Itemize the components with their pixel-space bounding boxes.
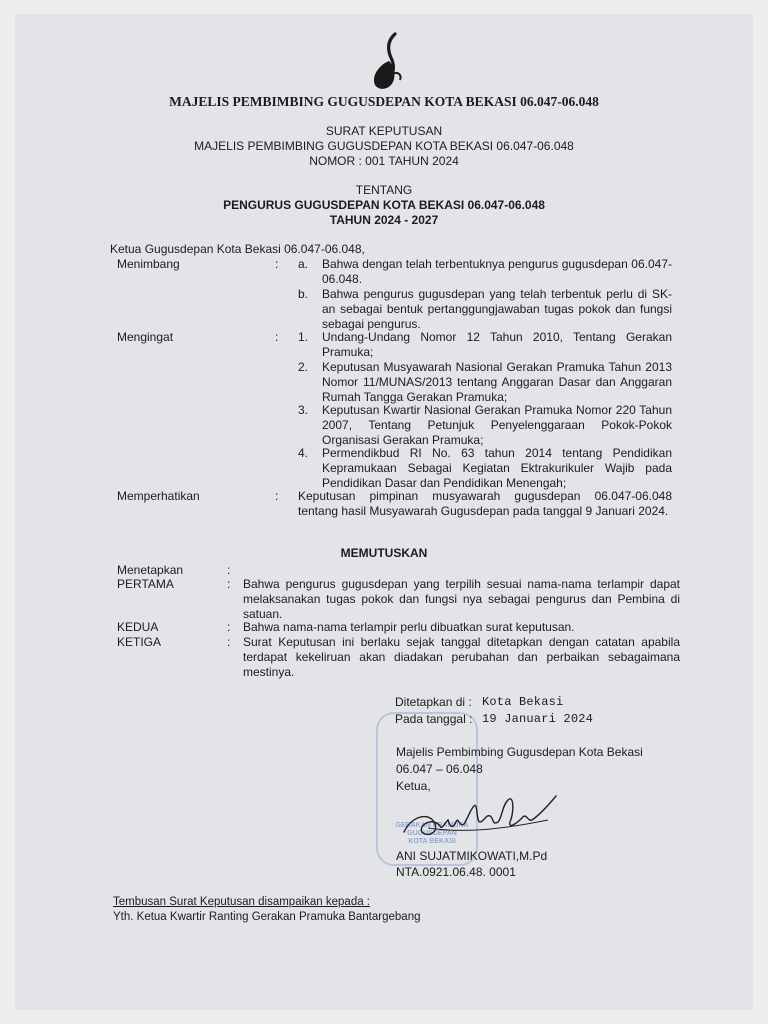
mengingat-item: Keputusan Kwartir Nasional Gerakan Pramuka Nomor 220 Tahun 2007, Tentang Petunjuk Penyelenggaraan Pokok-Pokok Organisasi Gerakan Pramuka; xyxy=(322,403,672,447)
signatory-org: Majelis Pembimbing Gugusdepan Kota Bekasi xyxy=(396,745,643,759)
signatory-name: ANI SUJATMIKOWATI,M.Pd xyxy=(396,849,548,863)
memperhatikan-label: Memperhatikan xyxy=(117,489,200,503)
colon: : xyxy=(275,257,279,271)
kedua-label: KEDUA xyxy=(117,620,159,634)
list-marker: a. xyxy=(298,257,309,271)
stamp-text-3: KOTA BEKASI xyxy=(408,838,456,845)
tunas-kelapa-icon xyxy=(362,30,410,92)
menetapkan-label: Menetapkan xyxy=(117,563,184,577)
date-label: Pada tanggal : xyxy=(395,712,473,726)
menimbang-label: Menimbang xyxy=(117,257,180,271)
decree-number: NOMOR : 001 TAHUN 2024 xyxy=(309,154,459,168)
pertama-label: PERTAMA xyxy=(117,577,174,591)
signatory-nta: NTA.0921.06.48. 0001 xyxy=(396,865,516,879)
colon: : xyxy=(275,489,279,503)
cc-recipient: Yth. Ketua Kwartir Ranting Gerakan Pramuka Bantargebang xyxy=(113,911,421,923)
decree-about: TENTANG xyxy=(355,183,413,197)
opening-line: Ketua Gugusdepan Kota Bekasi 06.047-06.048, xyxy=(110,242,365,256)
memperhatikan-text: Keputusan pimpinan musyawarah gugusdepan 06.047-06.048 tentang hasil Musyawarah Gugusdepan pada tanggal 9 Januari 2024. xyxy=(298,489,672,518)
mengingat-item: Permendikbud RI No. 63 tahun 2014 tentang Pendidikan Kepramukaan Sebagai Kegiatan Ektrakurikuler Wajib pada Pendidikan Dasar dan Pendidikan Menengah; xyxy=(322,446,672,490)
decree-subject: PENGURUS GUGUSDEPAN KOTA BEKASI 06.047-06.048 xyxy=(223,198,545,212)
pertama-text: Bahwa pengurus gugusdepan yang terpilih sesuai nama-nama terlampir dapat melaksanakan tugas pokok dan fungsi nya sebagai pengurus dan Pembina di satuan. xyxy=(243,577,680,621)
cc-title: Tembusan Surat Keputusan disampaikan kepada : xyxy=(113,896,370,908)
list-marker: b. xyxy=(298,287,309,301)
stamp-text-2: GUGUSDEPAN xyxy=(407,830,457,837)
stamp-text-1: GERAKAN PRAMUKA xyxy=(395,822,469,829)
list-marker: 1. xyxy=(298,330,309,344)
colon: : xyxy=(227,635,231,649)
decree-period: TAHUN 2024 - 2027 xyxy=(329,213,439,227)
decree-issuer: MAJELIS PEMBIMBING GUGUSDEPAN KOTA BEKASI 06.047-06.048 xyxy=(194,139,574,153)
handwritten-signature xyxy=(398,782,570,848)
colon: : xyxy=(227,577,231,591)
mengingat-label: Mengingat xyxy=(117,330,174,344)
mengingat-item: Undang-Undang Nomor 12 Tahun 2010, Tentang Gerakan Pramuka; xyxy=(322,330,672,359)
place-label: Ditetapkan di : xyxy=(395,695,472,709)
memutuskan-heading: MEMUTUSKAN xyxy=(340,546,428,560)
ketiga-label: KETIGA xyxy=(117,635,162,649)
colon: : xyxy=(227,620,231,634)
org-title: MAJELIS PEMBIMBING GUGUSDEPAN KOTA BEKASI 06.047-06.048 xyxy=(169,94,599,109)
list-marker: 2. xyxy=(298,360,309,374)
colon: : xyxy=(275,330,279,344)
ketiga-text: Surat Keputusan ini berlaku sejak tanggal ditetapkan dengan catatan apabila terdapat kekeliruan akan diadakan perubahan dan perbaikan sebagaimana mestinya. xyxy=(243,635,680,679)
menimbang-item: Bahwa pengurus gugusdepan yang telah terbentuk perlu di SK-an sebagai bentuk pertanggungjawaban tugas pokok dan fungsi sebagai pengurus. xyxy=(322,287,672,331)
menimbang-item: Bahwa dengan telah terbentuknya pengurus gugusdepan 06.047-06.048. xyxy=(322,257,672,286)
decree-type: SURAT KEPUTUSAN xyxy=(325,124,443,138)
mengingat-item: Keputusan Musyawarah Nasional Gerakan Pramuka Tahun 2013 Nomor 11/MUNAS/2013 tentang Anggaran Dasar dan Anggaran Rumah Tangga Gerakan Pramuka; xyxy=(322,360,672,404)
signatory-org-code: 06.047 – 06.048 xyxy=(396,762,483,776)
kedua-text: Bahwa nama-nama terlampir perlu dibuatkan surat keputusan. xyxy=(243,620,575,634)
signatory-role: Ketua, xyxy=(396,779,431,793)
list-marker: 4. xyxy=(298,446,309,460)
list-marker: 3. xyxy=(298,403,309,417)
place-value: Kota Bekasi xyxy=(482,695,564,709)
date-value: 19 Januari 2024 xyxy=(482,712,594,726)
colon: : xyxy=(227,563,231,577)
